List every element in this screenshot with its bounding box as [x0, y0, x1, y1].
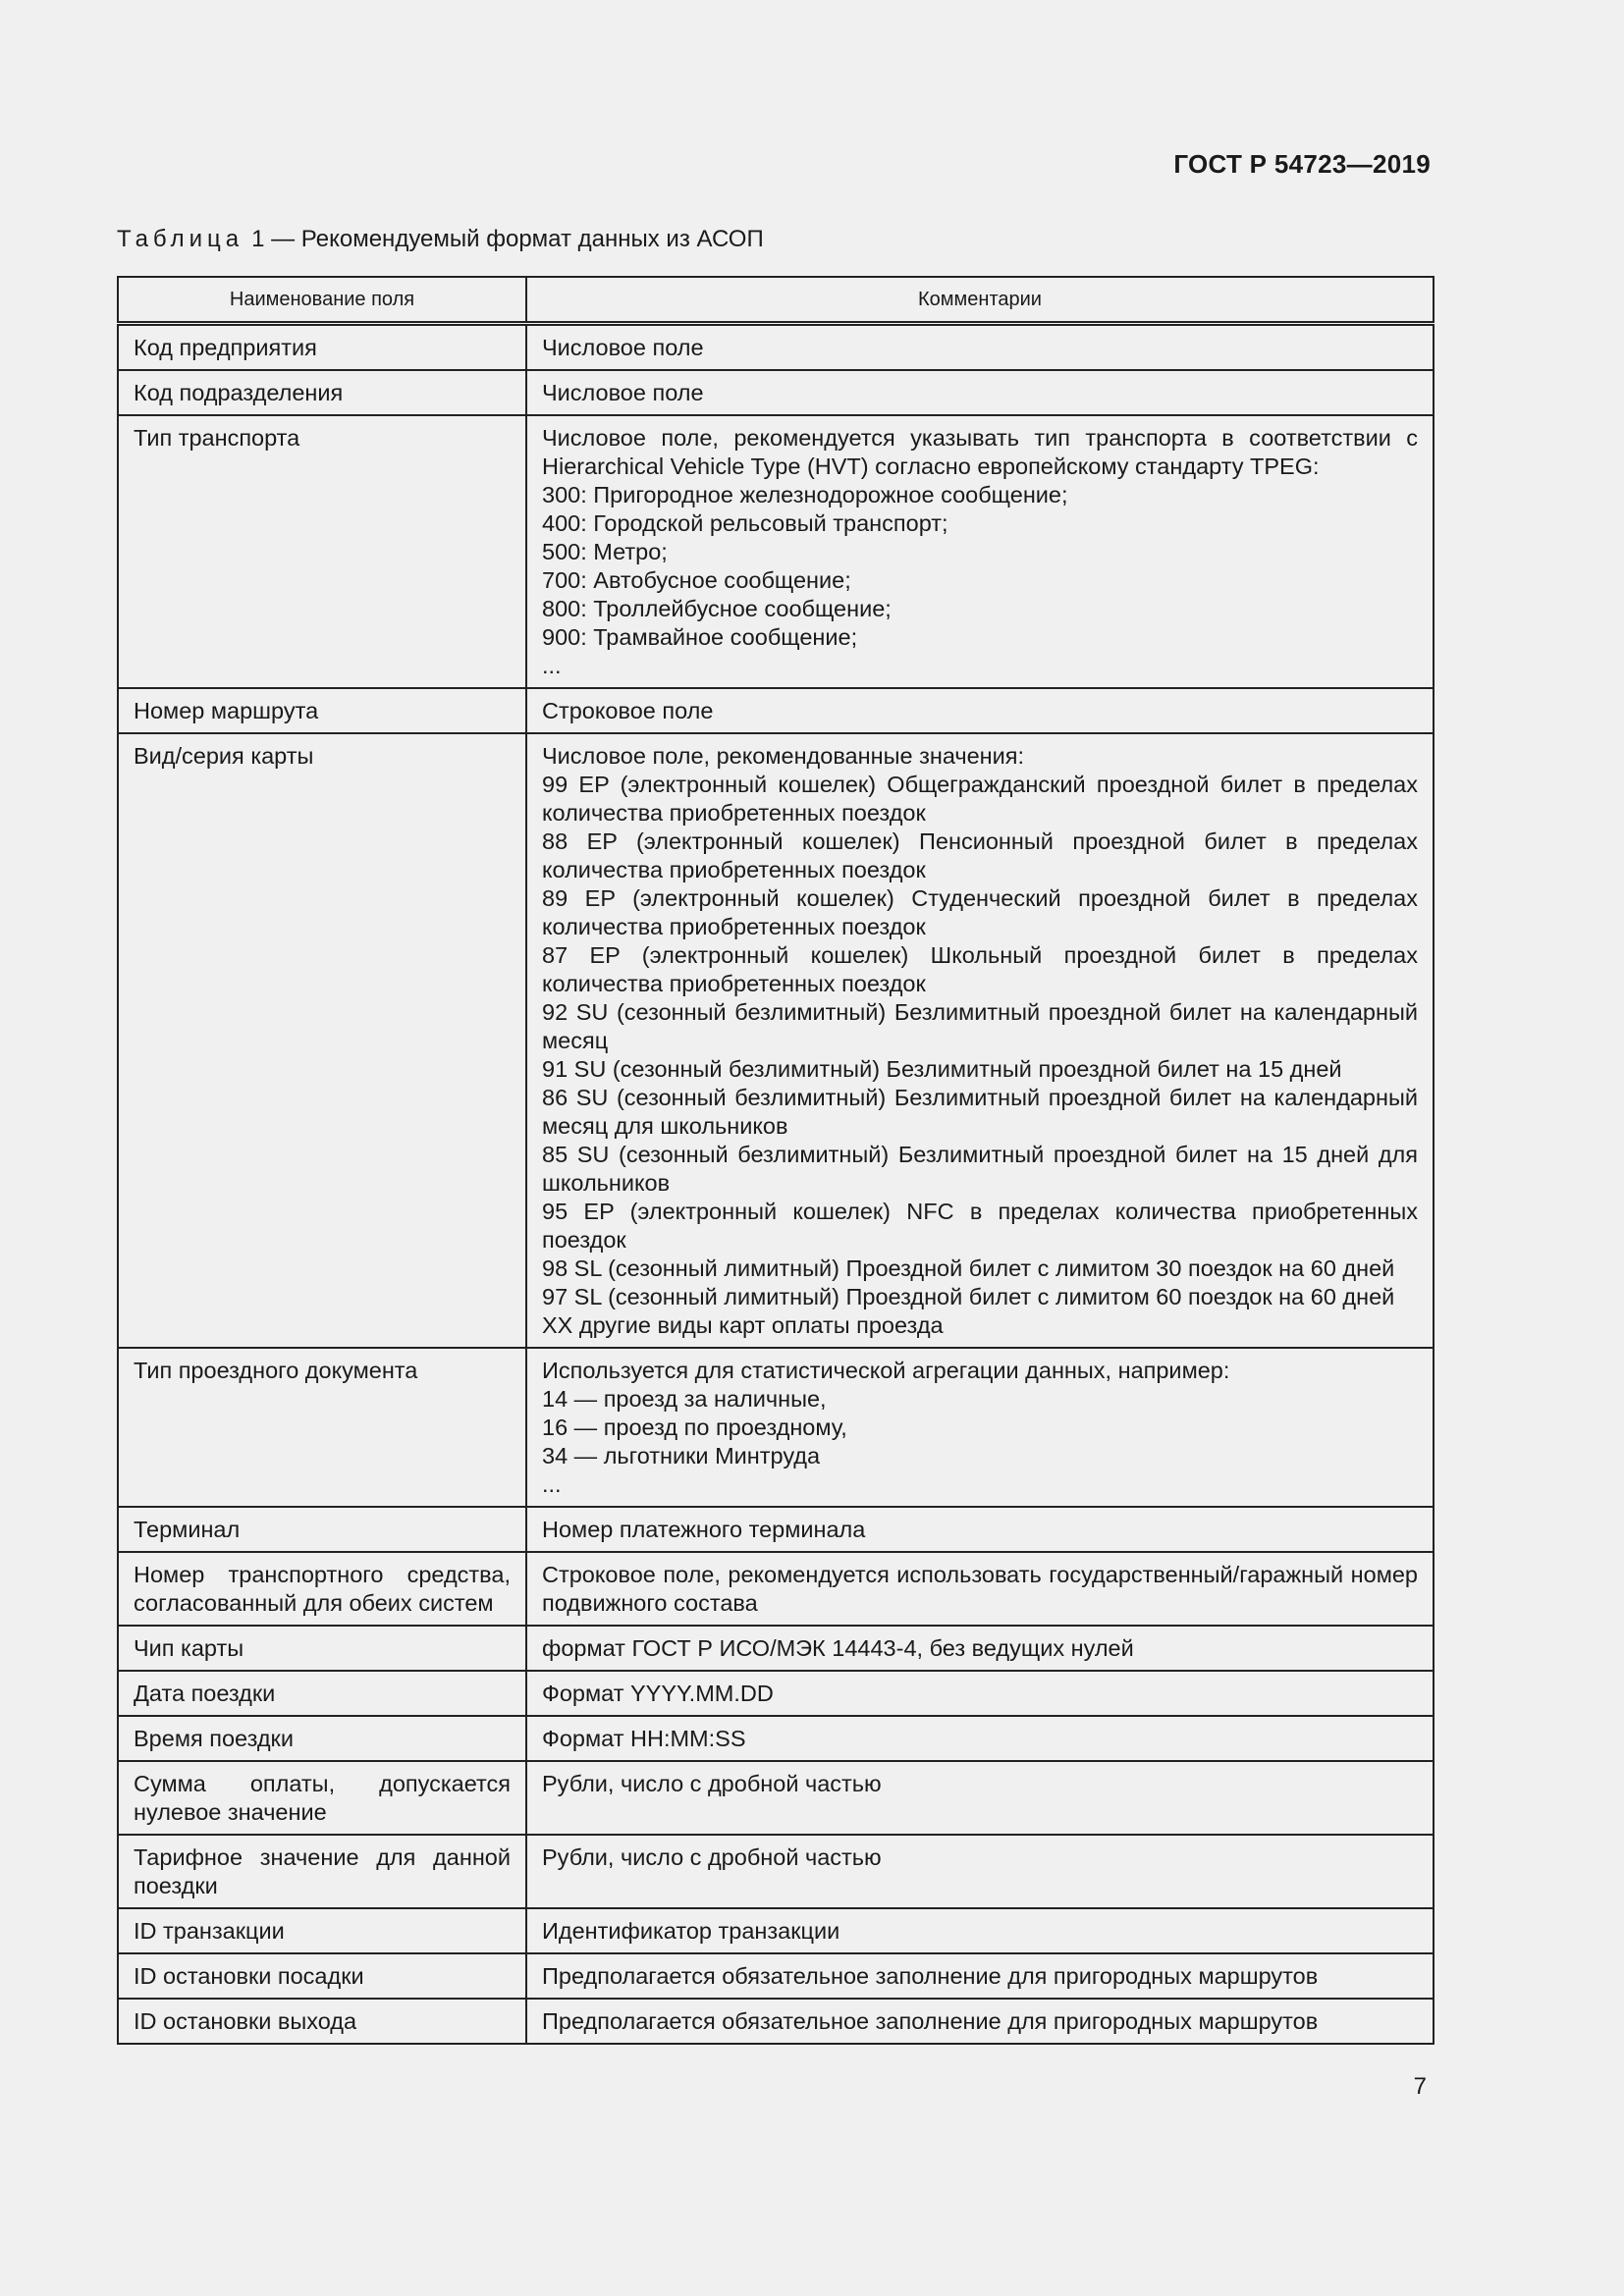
comment-cell [526, 415, 1434, 688]
comment-cell [526, 1626, 1434, 1671]
field-name-cell: Терминал [118, 1507, 526, 1552]
field-name-cell: Номер маршрута [118, 688, 526, 733]
comment-line: 91 SU (сезонный безлимитный) Безлимитный проездной билет на 15 дней [542, 1056, 1342, 1082]
comment-line: 85 SU (сезонный безлимитный) Безлимитный проездной билет на 15 дней для школьников [542, 1142, 1418, 1196]
field-name-cell: Сумма оплаты, допускается нулевое значение [118, 1761, 526, 1835]
comment-line: ... [542, 653, 562, 678]
data-format-table-container [117, 276, 1433, 2045]
field-name-cell: Код подразделения [118, 370, 526, 415]
comment-line: 87 EP (электронный кошелек) Школьный проездной билет в пределах количества приобретенных поездок [542, 942, 1418, 996]
field-name-cell: Тип транспорта [118, 415, 526, 688]
table-row [118, 1761, 1434, 1835]
comment-line: 92 SU (сезонный безлимитный) Безлимитный проездной билет на календарный месяц [542, 999, 1418, 1053]
comment-cell [526, 1716, 1434, 1761]
comment-line: 800: Троллейбусное сообщение; [542, 596, 892, 621]
comment-line: 95 EP (электронный кошелек) NFC в пределах количества приобретенных поездок [542, 1199, 1418, 1253]
comment-line: 34 — льготники Минтруда [542, 1443, 821, 1468]
table-row [118, 324, 1434, 371]
comment-line: Числовое поле [542, 335, 704, 360]
table-row [118, 1908, 1434, 1953]
field-name-cell: Вид/серия карты [118, 733, 526, 1348]
table-row [118, 1552, 1434, 1626]
field-name-cell: Тарифное значение для данной поездки [118, 1835, 526, 1908]
field-name-cell: Чип карты [118, 1626, 526, 1671]
comment-line: Формат HH:MM:SS [542, 1726, 746, 1751]
document-id-header: ГОСТ Р 54723—2019 [1173, 149, 1431, 179]
comment-cell [526, 733, 1434, 1348]
field-name-cell: Время поездки [118, 1716, 526, 1761]
comment-line: 300: Пригородное железнодорожное сообщение; [542, 482, 1068, 507]
comment-line: 88 EP (электронный кошелек) Пенсионный проездной билет в пределах количества приобретенных поездок [542, 828, 1418, 882]
comment-cell [526, 1671, 1434, 1716]
table-row [118, 1348, 1434, 1507]
comment-cell [526, 1552, 1434, 1626]
table-row [118, 415, 1434, 688]
table-caption-prefix: Таблица [117, 226, 244, 252]
comment-line: 99 EP (электронный кошелек) Общегражданский проездной билет в пределах количества приобретенных поездок [542, 772, 1418, 826]
comment-line: Рубли, число с дробной частью [542, 1771, 882, 1796]
comment-cell [526, 1999, 1434, 2044]
comment-line: 97 SL (сезонный лимитный) Проездной билет с лимитом 60 поездок на 60 дней [542, 1284, 1395, 1309]
column-header-comments: Комментарии [526, 277, 1434, 324]
table-row [118, 688, 1434, 733]
field-name-cell: ID транзакции [118, 1908, 526, 1953]
comment-line: формат ГОСТ Р ИСО/МЭК 14443-4, без ведущих нулей [542, 1635, 1134, 1661]
comment-line: Формат YYYY.MM.DD [542, 1681, 774, 1706]
comment-line: 89 EP (электронный кошелек) Студенческий проездной билет в пределах количества приобретенных поездок [542, 885, 1418, 939]
table-row [118, 1626, 1434, 1671]
table-caption [117, 226, 764, 253]
comment-line: Предполагается обязательное заполнение для пригородных маршрутов [542, 2008, 1319, 2034]
field-name-cell: Номер транспортного средства, согласованный для обеих систем [118, 1552, 526, 1626]
table-row [118, 1835, 1434, 1908]
comment-cell [526, 370, 1434, 415]
page-number: 7 [1413, 2073, 1427, 2100]
comment-line: 16 — проезд по проездному, [542, 1415, 847, 1440]
table-row [118, 733, 1434, 1348]
table-row [118, 1507, 1434, 1552]
comment-line: Строковое поле, рекомендуется использовать государственный/гаражный номер подвижного состава [542, 1562, 1418, 1616]
table-row [118, 370, 1434, 415]
comment-line: ... [542, 1471, 562, 1497]
table-header-row [118, 277, 1434, 324]
comment-cell [526, 1835, 1434, 1908]
table-row [118, 1716, 1434, 1761]
comment-line: Рубли, число с дробной частью [542, 1844, 882, 1870]
comment-line: 900: Трамвайное сообщение; [542, 624, 858, 650]
comment-line: 98 SL (сезонный лимитный) Проездной билет с лимитом 30 поездок на 60 дней [542, 1255, 1395, 1281]
table-row [118, 1953, 1434, 1999]
comment-line: Числовое поле, рекомендуется указывать тип транспорта в соответствии с Hierarchical Vehicle Type (HVT) согласно европейскому стандарту TPEG: [542, 425, 1418, 479]
table-body [118, 324, 1434, 2045]
comment-line: Числовое поле [542, 380, 704, 405]
comment-line: 500: Метро; [542, 539, 668, 564]
comment-cell [526, 688, 1434, 733]
comment-cell [526, 1348, 1434, 1507]
comment-line: 14 — проезд за наличные, [542, 1386, 827, 1412]
comment-line: Используется для статистической агрегации данных, например: [542, 1358, 1230, 1383]
comment-line: Предполагается обязательное заполнение для пригородных маршрутов [542, 1963, 1319, 1989]
comment-cell [526, 1908, 1434, 1953]
comment-cell [526, 1761, 1434, 1835]
field-name-cell: Дата поездки [118, 1671, 526, 1716]
comment-line: Числовое поле, рекомендованные значения: [542, 743, 1025, 769]
column-header-field-name: Наименование поля [118, 277, 526, 324]
field-name-cell: Код предприятия [118, 324, 526, 371]
data-format-table [117, 276, 1435, 2045]
comment-cell [526, 1953, 1434, 1999]
field-name-cell: ID остановки посадки [118, 1953, 526, 1999]
comment-line: Идентификатор транзакции [542, 1918, 840, 1944]
comment-line: Номер платежного терминала [542, 1517, 866, 1542]
field-name-cell: Тип проездного документа [118, 1348, 526, 1507]
table-row [118, 1671, 1434, 1716]
comment-line: 400: Городской рельсовый транспорт; [542, 510, 948, 536]
comment-line: Строковое поле [542, 698, 714, 723]
comment-cell [526, 1507, 1434, 1552]
comment-cell [526, 324, 1434, 371]
comment-line: 700: Автобусное сообщение; [542, 567, 851, 593]
table-row [118, 1999, 1434, 2044]
field-name-cell: ID остановки выхода [118, 1999, 526, 2044]
table-caption-text: 1 — Рекомендуемый формат данных из АСОП [251, 226, 764, 252]
comment-line: 86 SU (сезонный безлимитный) Безлимитный проездной билет на календарный месяц для школьников [542, 1085, 1418, 1139]
comment-line: XX другие виды карт оплаты проезда [542, 1312, 944, 1338]
